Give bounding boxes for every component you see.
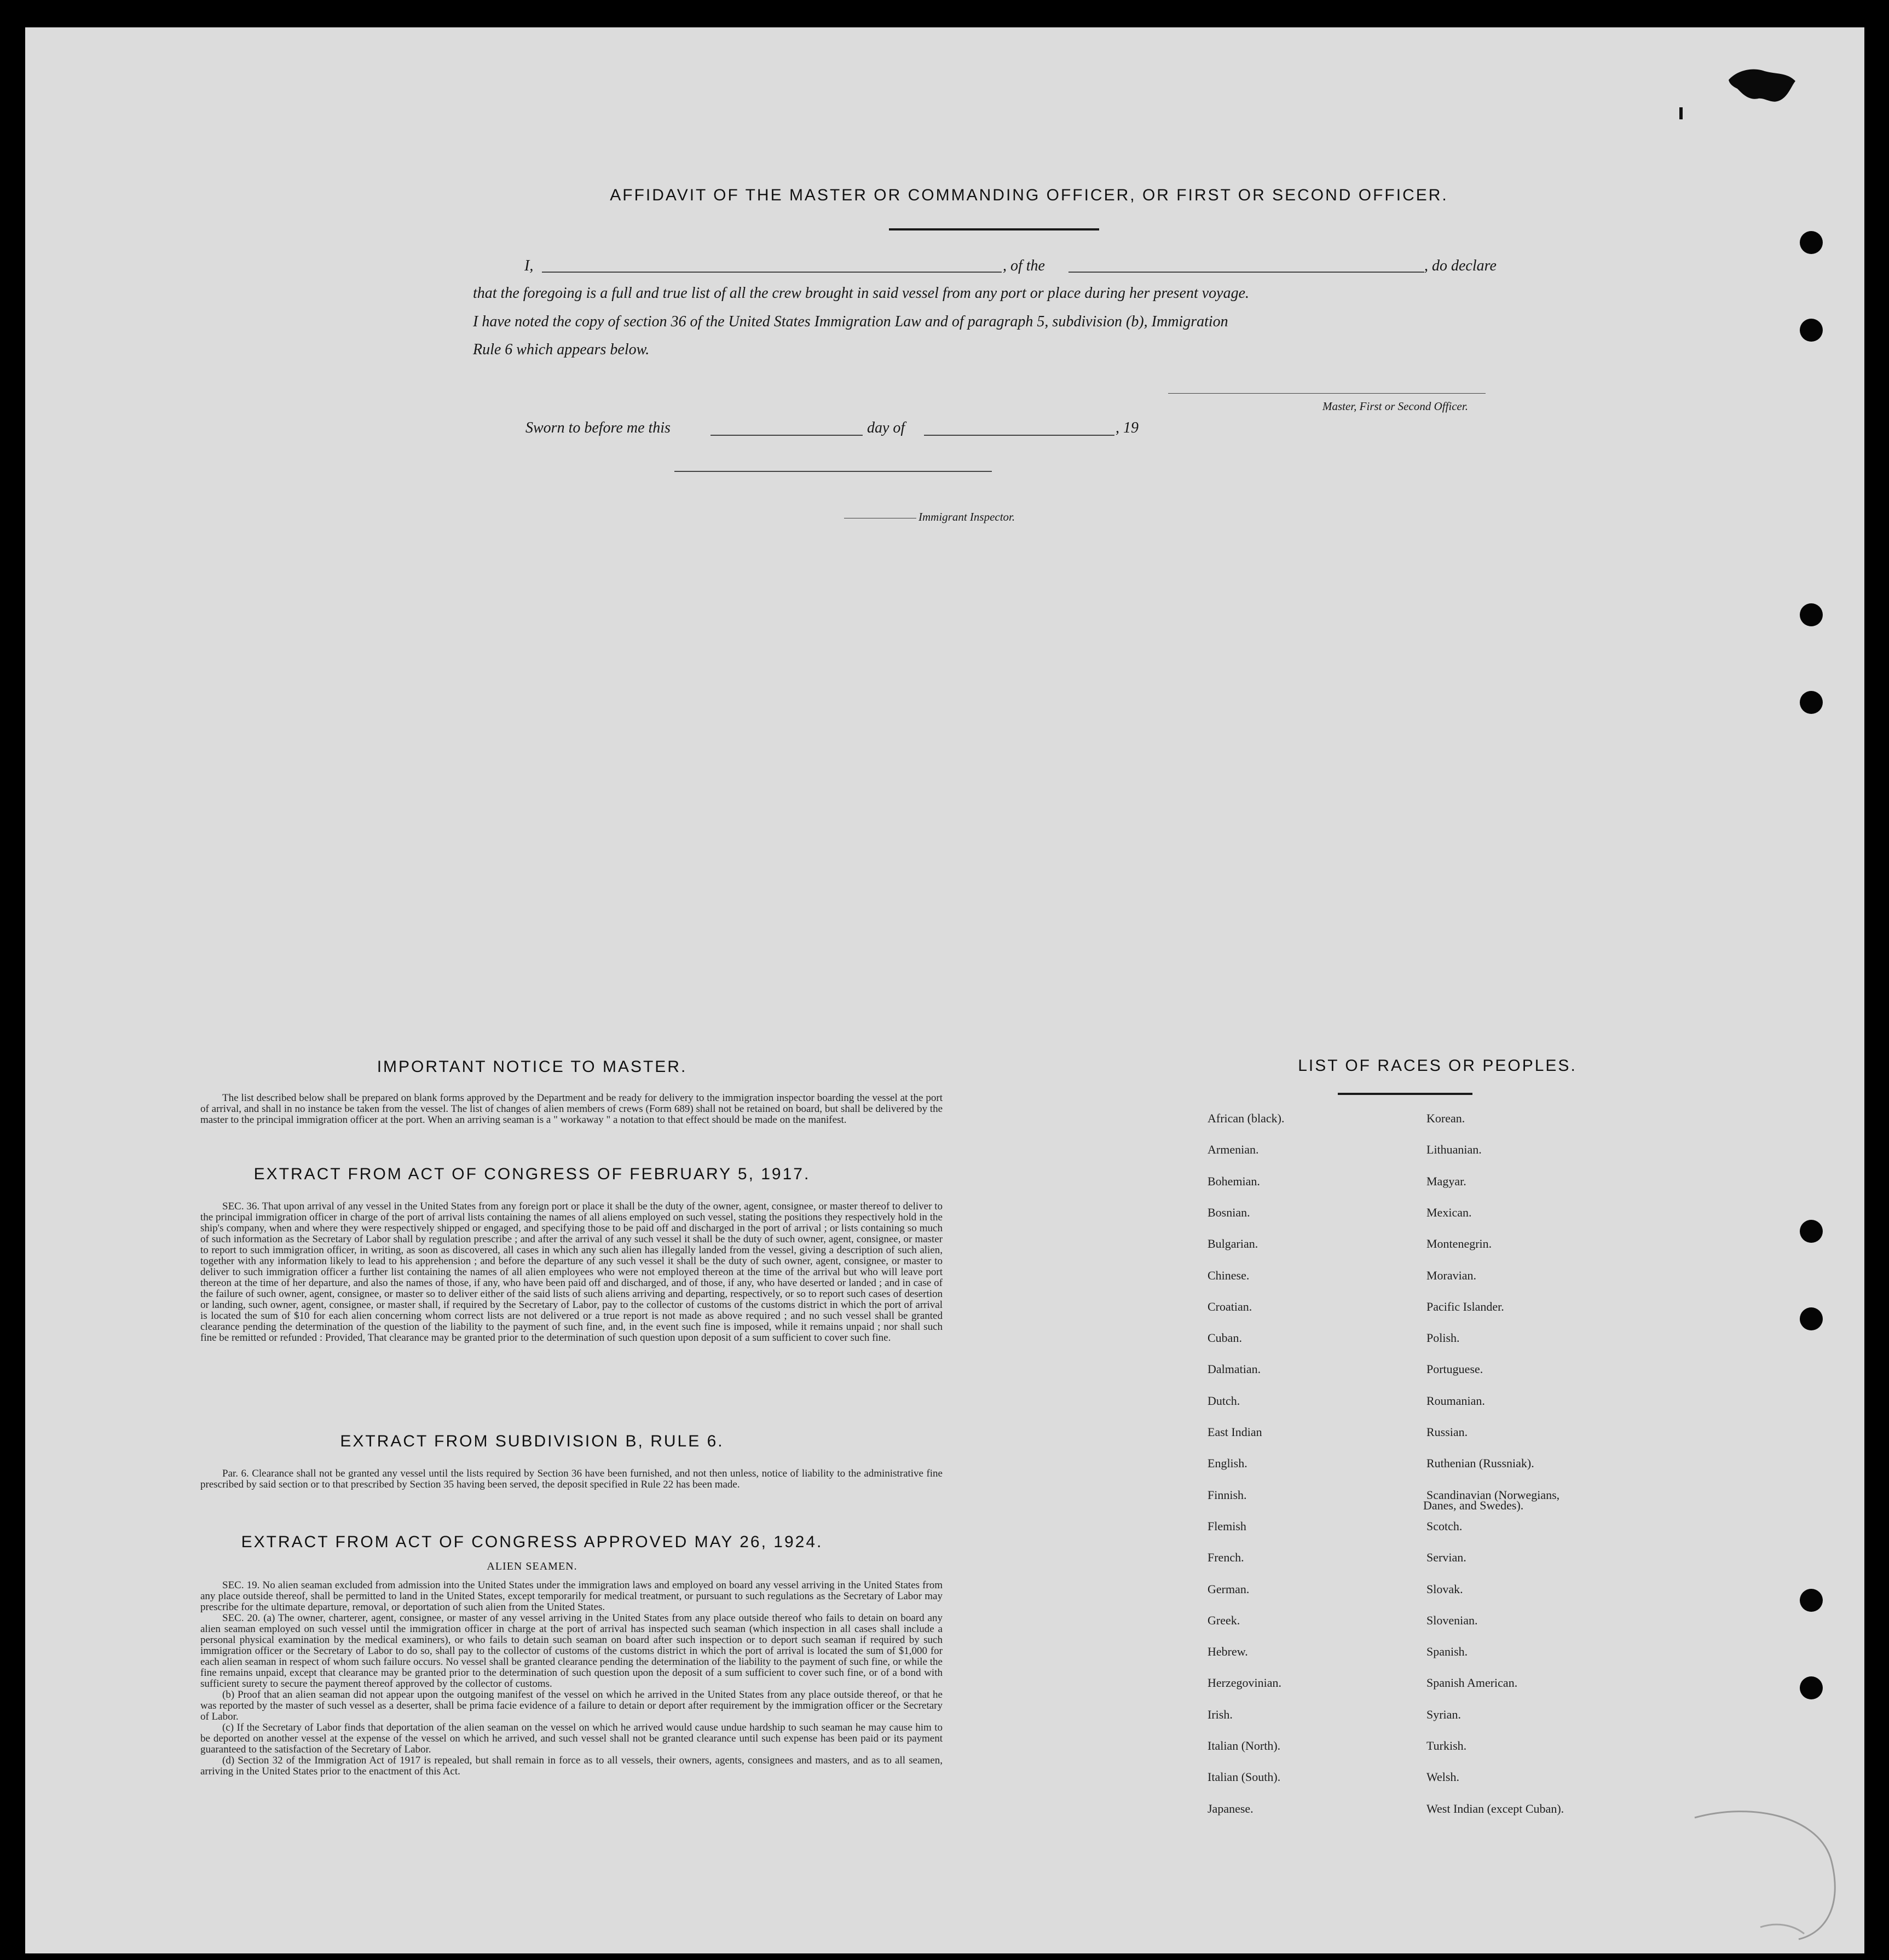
race-item: Slovak. — [1426, 1582, 1463, 1596]
race-item: East Indian — [1208, 1425, 1262, 1439]
race-item: Roumanian. — [1426, 1394, 1485, 1408]
race-item-scandinavian-continued: Danes, and Swedes). — [1423, 1498, 1524, 1512]
race-item: French. — [1208, 1550, 1244, 1564]
signature-line[interactable] — [1168, 393, 1486, 394]
race-item: Pacific Islander. — [1426, 1300, 1504, 1313]
race-item: Croatian. — [1208, 1300, 1252, 1313]
notice-paragraph: The list described below shall be prepared on blank forms approved by the Department and be ready for delivery to the immigration inspector boarding the vessel at the port of arrival, and shall in no instance be taken from the vessel. The list of changes of alien members of crews (Form 689) shall not be retained on board, but shall be delivered by the master to the principal immigration officer at the port. When an arriving seaman is a " workaway " a notation to that effect should be made on the manifest. — [200, 1092, 943, 1126]
race-item: Servian. — [1426, 1550, 1466, 1564]
punch-hole — [1800, 1307, 1823, 1330]
race-item: Herzegovinian. — [1208, 1676, 1281, 1690]
sec-20a-paragraph: SEC. 20. (a) The owner, charterer, agent, consignee, or master of any vessel arriving in the United States from any place outside thereof who fails to detain on board any alien seaman employed on such vessel until the immigration officer in charge at the port of arrival has inspected such seaman (which inspection in all cases shall include a personal physical examination by the medical examiners), or who fails to detain such seaman on board after such inspection or to deport such seaman if required by such immigration officer or the Secretary of Labor to do so, shall pay to the collector of customs of the customs district in which the port of arrival is located the sum of $1,000 for each alien seaman in respect of whom such failure occurs. No vessel shall be granted clearance pending the determination of the liability to the payment of such fine, or while the fine remains unpaid, except that clearance may be granted prior to the determination of such question upon the deposit of a sum sufficient to cover such fine, or of a bond with sufficient surety to secure the payment thereof approved by the collector of customs. — [200, 1612, 943, 1690]
race-item: Finnish. — [1208, 1488, 1247, 1502]
race-item: Chinese. — [1208, 1269, 1250, 1282]
race-item: Scandinavian (Norwegians, — [1426, 1488, 1560, 1502]
race-item: Dalmatian. — [1208, 1362, 1261, 1376]
ink-blot — [1726, 65, 1798, 108]
race-item: Cuban. — [1208, 1331, 1242, 1345]
margin-mark — [1679, 107, 1683, 119]
pencil-scribble — [1689, 1796, 1853, 1949]
punch-hole — [1800, 1676, 1823, 1699]
notice-title: IMPORTANT NOTICE TO MASTER. — [377, 1058, 688, 1076]
race-item: Polish. — [1426, 1331, 1460, 1345]
punch-hole — [1800, 603, 1823, 626]
race-item: Russian. — [1426, 1425, 1468, 1439]
rule-6-body — [200, 1468, 943, 1490]
extract-1924-body — [200, 1580, 943, 1777]
race-item: Flemish — [1208, 1519, 1246, 1533]
rule-6-title: EXTRACT FROM SUBDIVISION B, RULE 6. — [340, 1432, 724, 1450]
race-item: Armenian. — [1208, 1143, 1259, 1156]
race-item: Hebrew. — [1208, 1645, 1248, 1658]
extract-1917-body — [200, 1201, 943, 1344]
alien-seamen-subtitle: ALIEN SEAMEN. — [487, 1560, 577, 1572]
punch-hole — [1800, 691, 1823, 714]
affidavit-line4: Rule 6 which appears below. — [473, 341, 650, 358]
inspector-signature-line[interactable] — [674, 471, 992, 472]
race-item: West Indian (except Cuban). — [1426, 1802, 1564, 1815]
race-item: Spanish. — [1426, 1645, 1468, 1658]
name-blank[interactable] — [542, 272, 1002, 273]
sec-20d-paragraph: (d) Section 32 of the Immigration Act of 1917 is repealed, but shall remain in force as to all vessels, their owners, agents, consignees and masters, and as to all seamen, arriving in the United States prior to the enactment of this Act. — [200, 1755, 943, 1777]
sec-36-paragraph: SEC. 36. That upon arrival of any vessel in the United States from any foreign port or place it shall be the duty of the owner, agent, consignee, or master thereof to deliver to the principal immigration officer in charge of the port of arrival lists containing the names of all aliens employed on such vessel, stating the positions they respectively hold in the ship's company, when and where they were respectively shipped or engaged, and specifying those to be paid off and discharged in the port of arrival ; or lists containing so much of such information as the Secretary of Labor shall by regulation prescribe ; and after the arrival of any such vessel it shall be the duty of such owner, agent, consignee, or master to report to such immigration officer, in writing, as soon as discovered, all cases in which any such alien has illegally landed from the vessel, giving a description of such alien, together with any information likely to lead to his apprehension ; and before the departure of any such vessel it shall be the duty of such owner, agent, consignee, or master to deliver to such immigration officer a further list containing the names of all alien employees who were not employed thereon at the time of the arrival but who will leave port thereon at the time of her departure, and also the names of those, if any, who have been paid off and discharged, and of those, if any, who have deserted or landed ; and in case of the failure of such owner, agent, consignee, or master so to deliver either of the said lists of such aliens arriving and departing, respectively, or so to report such cases of desertion or landing, such owner, agent, consignee, or master shall, if required by the Secretary of Labor, pay to the collector of customs of the customs district in which the port of arrival is located the sum of $10 for each alien concerning whom correct lists are not delivered or a true report is not made as above required ; and no such vessel shall be granted clearance pending the determination of the question of the liability to the payment of such fine, and, in the event such fine is imposed, while it remains unpaid ; nor shall such fine be remitted or refunded : Provided, That clearance may be granted prior to the determination of such question upon deposit of a sum sufficient to cover such fine. — [200, 1201, 943, 1344]
race-item: Italian (South). — [1208, 1770, 1281, 1784]
punch-hole — [1800, 1589, 1823, 1612]
par-6-paragraph: Par. 6. Clearance shall not be granted any vessel until the lists required by Section 36 have been furnished, and not then unless, notice of liability to the administrative fine prescribed by said section or to that prescribed by Section 35 having been served, the deposit specified in Rule 22 has been made. — [200, 1468, 943, 1490]
sworn-mid: day of — [867, 419, 905, 436]
signature-caption: Master, First or Second Officer. — [1322, 400, 1468, 413]
sworn-end: , 19 — [1116, 419, 1139, 436]
punch-hole — [1800, 1220, 1823, 1243]
race-item: Magyar. — [1426, 1174, 1466, 1188]
race-item: African (black). — [1208, 1111, 1285, 1125]
races-title: LIST OF RACES OR PEOPLES. — [1298, 1057, 1577, 1075]
punch-hole — [1800, 231, 1823, 254]
race-item: Dutch. — [1208, 1394, 1240, 1408]
race-item: Irish. — [1208, 1708, 1233, 1721]
affidavit-title-rule — [889, 228, 1099, 230]
races-title-rule — [1338, 1093, 1472, 1095]
vessel-blank[interactable] — [1068, 272, 1424, 273]
race-item: Montenegrin. — [1426, 1237, 1492, 1250]
race-item: Spanish American. — [1426, 1676, 1518, 1690]
race-item: Mexican. — [1426, 1206, 1472, 1219]
affidavit-line3: I have noted the copy of section 36 of the United States Immigration Law and of paragraph 5, subdivision (b), Immigration — [473, 313, 1228, 330]
document-page — [25, 27, 1864, 1953]
extract-1917-title: EXTRACT FROM ACT OF CONGRESS OF FEBRUARY 5, 1917. — [253, 1165, 811, 1183]
race-item: Bosnian. — [1208, 1206, 1250, 1219]
race-item: Italian (North). — [1208, 1739, 1281, 1753]
notice-body — [200, 1093, 943, 1126]
race-item: Syrian. — [1426, 1708, 1461, 1721]
race-item: Japanese. — [1208, 1802, 1253, 1815]
race-item: Welsh. — [1426, 1770, 1459, 1784]
affidavit-line1-end: , do declare — [1424, 257, 1497, 274]
sec-20b-paragraph: (b) Proof that an alien seaman did not appear upon the outgoing manifest of the vessel on which he arrived in the United States from any place outside thereof, or that he was reported by the master of such vessel as a deserter, shall be prima facie evidence of a failure to detain or deport after requirement by the immigration officer or the Secretary of Labor. — [200, 1689, 943, 1722]
race-item: Slovenian. — [1426, 1613, 1478, 1627]
race-item: Turkish. — [1426, 1739, 1467, 1753]
sworn-start: Sworn to before me this — [525, 419, 671, 436]
race-item: Korean. — [1426, 1111, 1465, 1125]
punch-hole — [1800, 319, 1823, 342]
race-item: German. — [1208, 1582, 1250, 1596]
affidavit-line1-mid: , of the — [1003, 257, 1045, 274]
race-item: Bulgarian. — [1208, 1237, 1258, 1250]
race-item: English. — [1208, 1456, 1247, 1470]
race-item: Portuguese. — [1426, 1362, 1483, 1376]
race-item: Lithuanian. — [1426, 1143, 1482, 1156]
sworn-month-blank[interactable] — [924, 435, 1114, 436]
race-item: Bohemian. — [1208, 1174, 1260, 1188]
affidavit-line2: that the foregoing is a full and true list of all the crew brought in said vessel from any port or place during her present voyage. — [473, 285, 1250, 302]
extract-1924-title: EXTRACT FROM ACT OF CONGRESS APPROVED MAY 26, 1924. — [241, 1533, 823, 1551]
sec-20c-paragraph: (c) If the Secretary of Labor finds that deportation of the alien seaman on the vessel on which he arrived would cause undue hardship to such seaman he may cause him to be deported on another vessel at the expense of the vessel on which he arrived, and such vessel shall not be granted clearance until such expense has been paid or its payment guaranteed to the satisfaction of the Secretary of Labor. — [200, 1722, 943, 1755]
sworn-day-blank[interactable] — [710, 435, 863, 436]
race-item: Greek. — [1208, 1613, 1240, 1627]
sec-19-paragraph: SEC. 19. No alien seaman excluded from admission into the United States under the immigration laws and employed on board any vessel arriving in the United States from any place outside thereof, shall be permitted to land in the United States, except temporarily for medical treatment, or pursuant to such regulations as the Secretary of Labor may prescribe for the ultimate departure, removal, or deportation of such alien from the United States. — [200, 1579, 943, 1613]
affidavit-title: AFFIDAVIT OF THE MASTER OR COMMANDING OFFICER, OR FIRST OR SECOND OFFICER. — [610, 186, 1448, 204]
inspector-caption: Immigrant Inspector. — [918, 510, 1015, 523]
race-item: Ruthenian (Russniak). — [1426, 1456, 1534, 1470]
affidavit-line1-start: I, — [524, 257, 534, 274]
race-item: Scotch. — [1426, 1519, 1463, 1533]
race-item: Moravian. — [1426, 1269, 1477, 1282]
